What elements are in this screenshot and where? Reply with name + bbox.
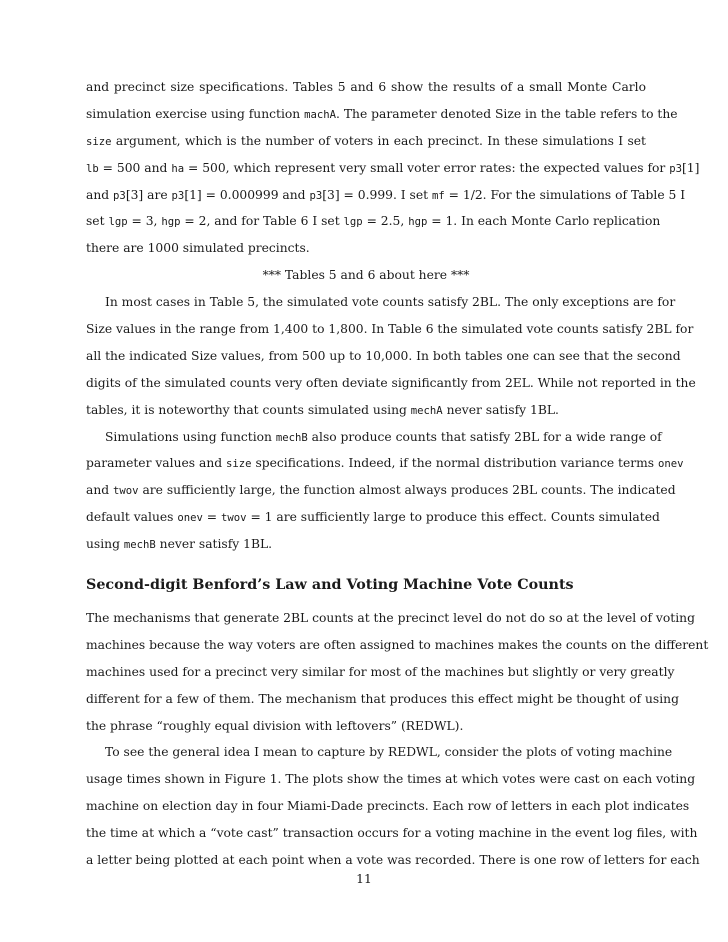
code-size: size xyxy=(226,458,252,471)
page-body xyxy=(86,74,709,874)
text-line: tables, it is noteworthy that counts simulated using mechA never satisfy 1BL. xyxy=(86,402,559,417)
code-size: size xyxy=(86,135,112,148)
text-line: and p3[3] are p3[1] = 0.000999 and p3[3] = 0.999. I set mf = 1/2. For the simulations of Table 5 I xyxy=(86,187,686,202)
text-line: lb = 500 and ha = 500, which represent very small voter error rates: the expected values for p3[1] xyxy=(86,160,700,175)
text-line: parameter values and size specifications. Indeed, if the normal distribution variance terms onev xyxy=(86,456,684,471)
code-mechA: mechA xyxy=(410,404,443,417)
text-line: all the indicated Size values, from 500 up to 10,000. In both tables one can see that the second xyxy=(86,348,681,363)
code-p3: p3 xyxy=(669,162,682,175)
code-mf: mf xyxy=(432,189,445,202)
text-line: machines used for a precinct very similar for most of the machines but slightly or very greatly xyxy=(86,664,675,679)
paragraph-mechB xyxy=(86,424,684,558)
code-hgp: hgp xyxy=(161,216,181,229)
text-line: set lgp = 3, hgp = 2, and for Table 6 I set lgp = 2.5, hgp = 1. In each Monte Carlo replication xyxy=(86,214,661,229)
code-onev: onev xyxy=(177,512,203,525)
text-line: the time at which a “vote cast” transaction occurs for a voting machine in the event log files, with xyxy=(86,826,698,841)
text-line: In most cases in Table 5, the simulated vote counts satisfy 2BL. The only exceptions are for xyxy=(105,295,676,310)
text-line: machine on election day in four Miami-Dade precincts. Each row of letters in each plot indicates xyxy=(86,799,690,814)
page-number: 11 xyxy=(356,872,372,886)
paragraph-monte-carlo-setup xyxy=(86,74,700,262)
text-line: a letter being plotted at each point when a vote was recorded. There is one row of letters for each xyxy=(86,853,700,868)
code-twov: twov xyxy=(113,485,139,498)
code-p3: p3 xyxy=(309,189,323,202)
text-line: Simulations using function mechB also produce counts that satisfy 2BL for a wide range of xyxy=(105,429,662,444)
code-machA: machA xyxy=(304,108,337,121)
code-hgp: hgp xyxy=(408,216,428,229)
code-ha: ha xyxy=(171,162,185,175)
code-twov: twov xyxy=(221,512,247,525)
text-line: Size values in the range from 1,400 to 1,800. In Table 6 the simulated vote counts satisfy 2BL for xyxy=(86,322,694,337)
text-line: the phrase “roughly equal division with leftovers” (REDWL). xyxy=(86,718,464,733)
text-line: and precinct size specifications. Tables 5 and 6 show the results of a small Monte Carlo xyxy=(86,80,646,94)
code-p3: p3 xyxy=(171,189,185,202)
section-heading: Second-digit Benford’s Law and Voting Machine Vote Counts xyxy=(86,577,574,594)
paragraph-redwl-intro xyxy=(86,605,709,739)
text-line: simulation exercise using function machA. The parameter denoted Size in the table refers to the xyxy=(86,106,678,121)
tables-placeholder-note: *** Tables 5 and 6 about here *** xyxy=(262,268,470,283)
text-line: digits of the simulated counts very often deviate significantly from 2EL. While not reported in the xyxy=(86,375,696,390)
paragraph-figure-1-description xyxy=(86,739,700,873)
code-lb: lb xyxy=(86,162,99,175)
text-line: different for a few of them. The mechanism that produces this effect might be thought of using xyxy=(86,691,679,706)
code-mechB: mechB xyxy=(123,539,156,552)
code-mechB: mechB xyxy=(275,431,308,444)
code-lgp: lgp xyxy=(108,216,128,229)
text-line: machines because the way voters are often assigned to machines makes the counts on the different xyxy=(86,637,709,652)
code-p3: p3 xyxy=(113,189,126,202)
text-line: using mechB never satisfy 1BL. xyxy=(86,537,273,552)
paragraph-table-results xyxy=(86,289,696,423)
text-line: To see the general idea I mean to capture by REDWL, consider the plots of voting machine xyxy=(105,745,673,760)
code-lgp: lgp xyxy=(343,216,363,229)
text-line: The mechanisms that generate 2BL counts at the precinct level do not do so at the level of voting xyxy=(86,611,695,626)
text-line: size argument, which is the number of voters in each precinct. In these simulations I set xyxy=(86,133,646,148)
text-line: default values onev = twov = 1 are sufficiently large to produce this effect. Counts simulated xyxy=(86,510,660,525)
text-line: and twov are sufficiently large, the function almost always produces 2BL counts. The indicated xyxy=(86,483,676,498)
code-onev: onev xyxy=(658,458,684,471)
text-line: there are 1000 simulated precincts. xyxy=(86,241,310,256)
text-line: usage times shown in Figure 1. The plots show the times at which votes were cast on each voting xyxy=(86,772,696,787)
